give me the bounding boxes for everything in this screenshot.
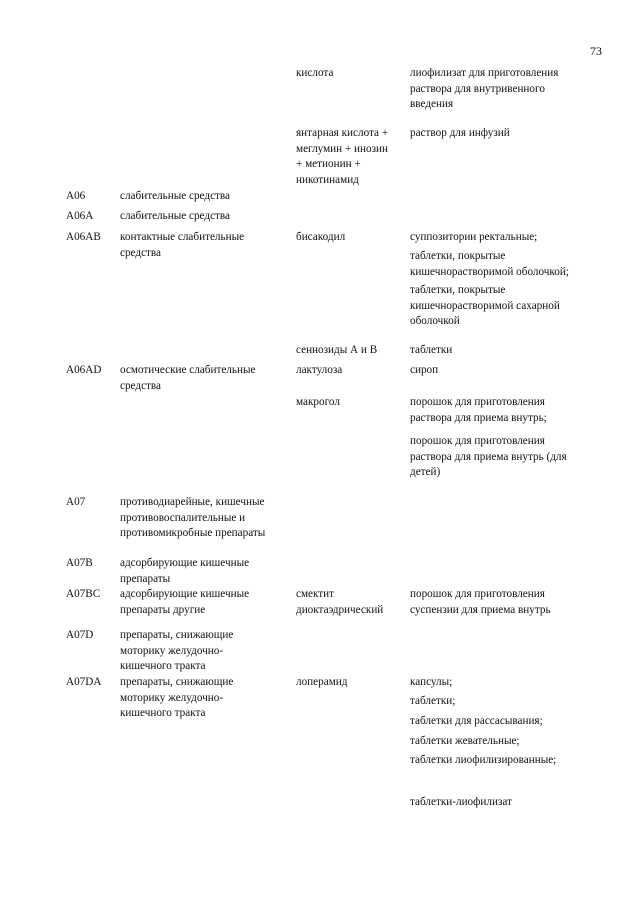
form-line: детей) [410, 466, 441, 478]
group-name-line: осмотические слабительные [120, 364, 256, 376]
inn-line: кислота [296, 67, 334, 79]
form-line: кишечнорастворимой сахарной [410, 299, 560, 312]
atc-code: A07 [66, 496, 86, 508]
form-line: лиофилизат для приготовления [410, 67, 559, 79]
form-line: раствора для приема внутрь (для [410, 450, 567, 463]
inn-line: сеннозиды А и В [296, 344, 378, 356]
form-line: суппозитории ректальные; [410, 231, 538, 243]
form-line: раствора для внутривенного [410, 82, 545, 95]
atc-code: A07BC [66, 588, 101, 600]
form-line: таблетки жевательные; [410, 735, 520, 747]
group-name-line: противовоспалительные и [120, 511, 246, 524]
inn-line: лактулоза [296, 364, 343, 376]
group-name-line: препараты, снижающие [120, 676, 234, 688]
group-name-line: контактные слабительные [120, 231, 245, 243]
inn-line: смектит [296, 588, 335, 600]
form-line: введения [410, 98, 454, 110]
group-name-line: адсорбирующие кишечные [120, 588, 250, 600]
form-line: порошок для приготовления [410, 396, 545, 408]
form-line: таблетки; [410, 695, 456, 707]
form-line: капсулы; [410, 676, 453, 688]
group-name-line: средства [120, 379, 162, 392]
group-name-line: адсорбирующие кишечные [120, 557, 250, 569]
inn-line: + метионин + [296, 158, 361, 170]
atc-code: A06A [66, 210, 94, 222]
inn-line: макрогол [296, 396, 340, 408]
group-name-line: средства [120, 246, 162, 259]
form-line: раствора для приема внутрь; [410, 411, 547, 424]
group-name-line: препараты другие [120, 603, 206, 616]
inn-line: диоктаэдрический [296, 603, 384, 616]
form-line: таблетки для рассасывания; [410, 715, 543, 727]
group-name-line: противомикробные препараты [120, 527, 266, 539]
group-name-line: препараты, снижающие [120, 629, 234, 641]
form-line: таблетки, покрытые [410, 250, 506, 262]
atc-code: A07DA [66, 676, 102, 688]
form-line: таблетки, покрытые [410, 284, 506, 296]
page-number: 73 [590, 44, 602, 58]
inn-line: никотинамид [296, 173, 359, 186]
form-line: таблетки-лиофилизат [410, 796, 512, 808]
group-name-line: противодиарейные, кишечные [120, 496, 265, 508]
form-line: порошок для приготовления [410, 435, 545, 447]
atc-code: A06AD [66, 364, 102, 376]
form-line: кишечнорастворимой оболочкой; [410, 265, 569, 278]
group-name-line: кишечного тракта [120, 660, 206, 672]
inn-line: меглумин + инозин [296, 142, 389, 155]
form-line: суспензии для приема внутрь [410, 603, 551, 616]
group-name-line: моторику желудочно- [120, 644, 224, 657]
group-name-line: слабительные средства [120, 190, 231, 202]
form-line: порошок для приготовления [410, 588, 545, 600]
group-name-line: кишечного тракта [120, 707, 206, 719]
form-line: сироп [410, 364, 439, 376]
form-line: оболочкой [410, 315, 460, 327]
form-line: таблетки лиофилизированные; [410, 754, 557, 766]
atc-code: A07D [66, 629, 94, 641]
atc-code: A07B [66, 557, 93, 569]
group-name-line: препараты [120, 572, 171, 585]
inn-line: янтарная кислота + [296, 127, 389, 139]
inn-line: лоперамид [296, 676, 348, 688]
atc-code: A06 [66, 190, 86, 202]
group-name-line: моторику желудочно- [120, 691, 224, 704]
inn-line: бисакодил [296, 231, 346, 243]
group-name-line: слабительные средства [120, 210, 231, 222]
atc-code: A06AB [66, 231, 101, 243]
form-line: раствор для инфузий [410, 127, 510, 139]
form-line: таблетки [410, 344, 453, 356]
